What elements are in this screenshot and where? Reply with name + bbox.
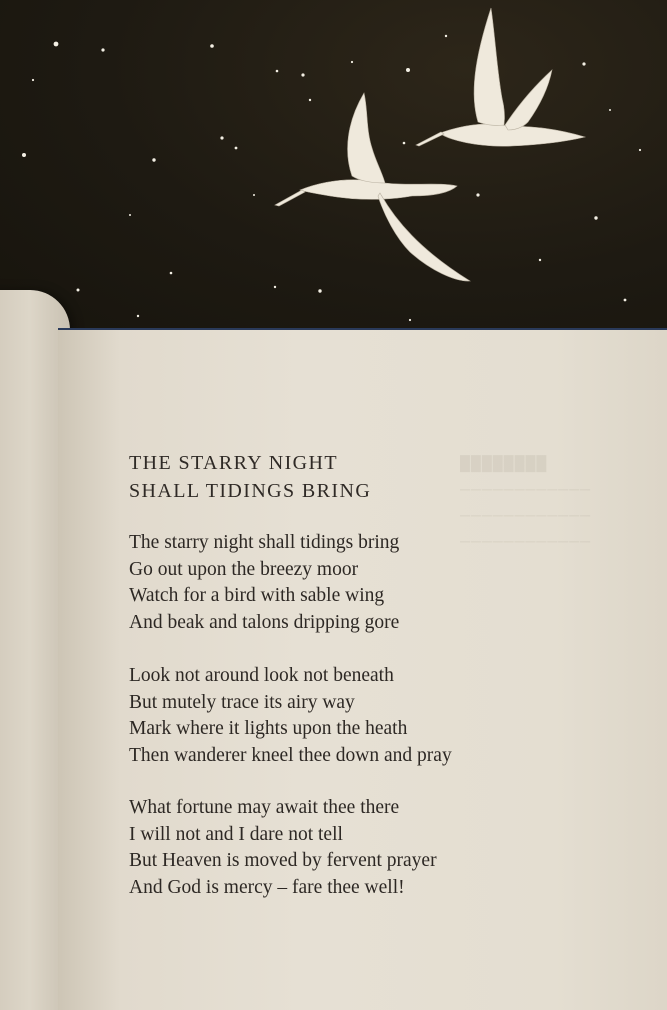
verse-line: Go out upon the breezy moor	[129, 558, 359, 580]
poem-title	[129, 449, 371, 505]
stanza-2	[129, 663, 452, 769]
verse-line: But Heaven is moved by fervent prayer	[129, 850, 437, 871]
verse-line: Mark where it lights upon the heath	[129, 718, 408, 739]
verse-line: Then wanderer kneel thee down and pray	[129, 744, 452, 766]
verse-line: And God is mercy – fare thee well!	[129, 876, 405, 898]
verse-line: And beak and talons dripping gore	[129, 611, 400, 633]
verse-line: The starry night shall tidings bring	[129, 532, 400, 553]
poem-title-line: THE STARRY NIGHT	[129, 452, 338, 474]
night-sky-illustration	[0, 0, 667, 340]
bird-right	[416, 8, 585, 146]
verse-line: What fortune may await thee there	[129, 797, 400, 818]
verse-line: I will not and I dare not tell	[129, 823, 343, 845]
stanza-3	[129, 795, 437, 901]
verse-line: But mutely trace its airy way	[129, 691, 355, 713]
bird-left	[275, 93, 470, 281]
poem-title-line: SHALL TIDINGS BRING	[129, 480, 372, 502]
verse-line: Look not around look not beneath	[129, 665, 394, 686]
verse-line: Watch for a bird with sable wing	[129, 585, 385, 606]
stanza-1	[129, 530, 399, 636]
bleed-through-text: ████████ ──────────── ──────────── ────────────	[460, 457, 592, 550]
